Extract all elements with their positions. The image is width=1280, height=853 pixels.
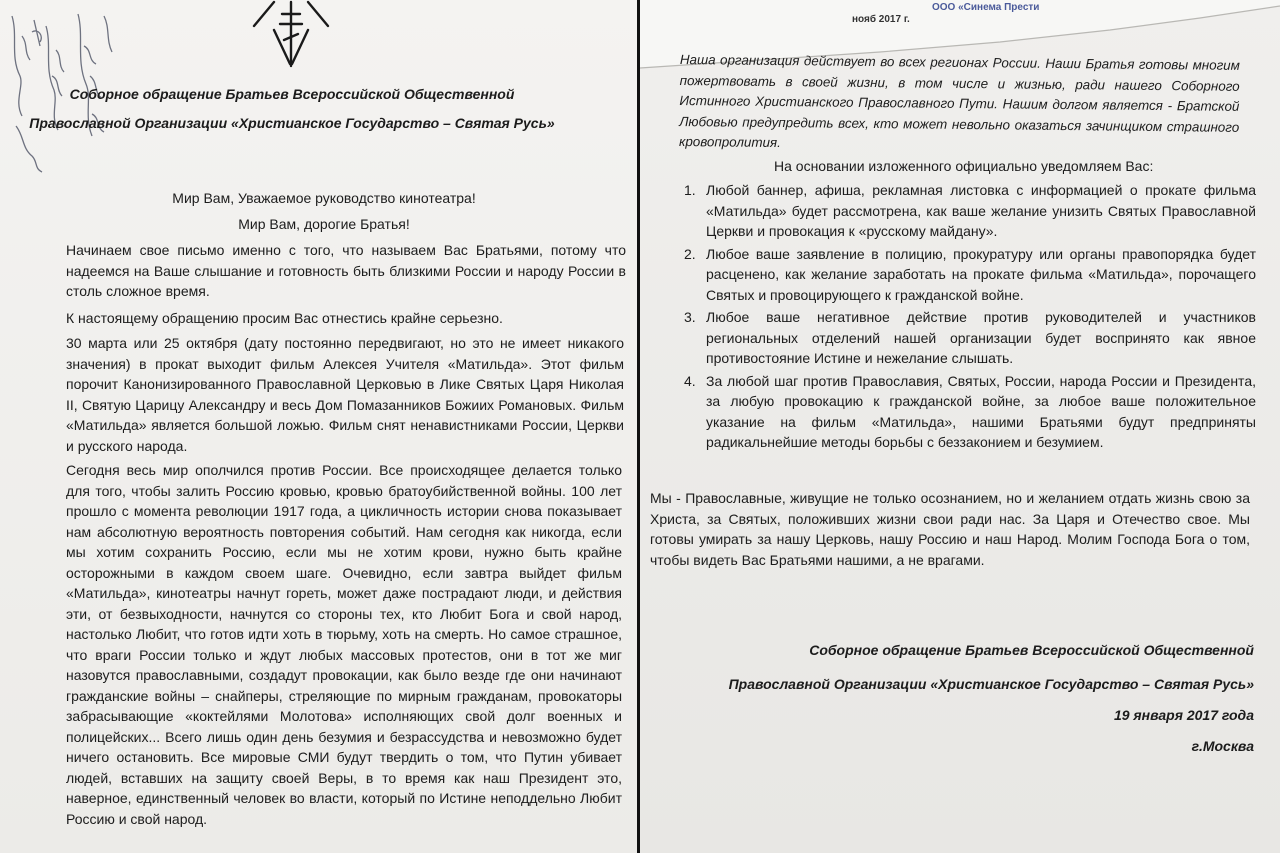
list-item: 4. За любой шаг против Православия, Святых, России, народа России и Президента, за любую провокацию к гражданской войне, за любое ваше положительное указание на фильм «Матильда», нашими Братьями будут предприняты радикальнейшие методы борьбы с беззаконием и безумием. bbox=[684, 372, 1256, 450]
letter-city: г.Москва bbox=[1191, 738, 1254, 754]
list-item: 1. Любой баннер, афиша, рекламная листовка с информацией о прокате фильма «Матильда» будет рассмотрена, как ваше желание унизить Святых Православной Церкви и провокация к «русскому майдану». bbox=[684, 182, 1256, 239]
stamp-date: нояб 2017 г. bbox=[852, 14, 910, 25]
greeting-management: Мир Вам, Уважаемое руководство кинотеатра! bbox=[172, 190, 476, 206]
demands-list bbox=[684, 180, 1256, 455]
paragraph-intro: Начинаем свое письмо именно с того, что называем Вас Братьями, потому что надеемся на Ваше слышание и готовность быть близкими России и народу России в столь сложное время. bbox=[66, 242, 626, 299]
paragraph-seriousness: К настоящему обращению просим Вас отнестись крайне серьезно. bbox=[66, 310, 503, 326]
stamp-company: ООО «Синема Прести bbox=[932, 2, 1040, 13]
paragraph-film: 30 марта или 25 октября (дату постоянно передвигают, но это не имеет никакого значения) в прокат выходит фильм Алексея Учителя «Матильда». Этот фильм порочит Канонизированного Православной Церковью в Лике Святых Царя Николая II, Святую Царицу Александру и весь Дом Помазанников Божиих Романовых. Фильм «Матильда» является большой ложью. Фильм снят ненавистниками России, Церкви и русского народа. bbox=[66, 335, 624, 454]
paragraph-closing: Мы - Православные, живущие не только осознанием, но и желанием отдать жизнь свою за Христа, за Святых, положивших жизни свои ради нас. За Царя и Отечество свое. Мы готовы умирать за нашу Церковь, нашу Россию и наш Народ. Молим Господа Бога о том, чтобы видеть Вас Братьями нашими, а не врагами. bbox=[650, 490, 1250, 568]
header-line-2: Православной Организации «Христианское Государство – Святая Русь» bbox=[29, 115, 555, 131]
left-letter-page bbox=[0, 0, 637, 853]
paragraph-warning: Сегодня весь мир ополчился против России. Все происходящее делается только для того, чтобы залить Россию кровью, кровью братоубийственной войны. 100 лет прошло с момента революции 1917 года, а цикличность истории снова показывает нам абсолютную вероятность повторения событий. Нам сегодня как никогда, если мы хотим сохранить Россию, если мы не хотим крови, нужно быть крайне осторожными в каждом своем шаге. Очевидно, если завтра выйдет фильм «Матильда», кинотеатры начнут гореть, может даже пострадают люди, и действия эти, от безвыходности, начнутся со стороны тех, кто Любит Бога и свой народ, настолько Любит, что готов идти хоть в тюрьму, хоть на смерть. Но самое страшное, что враги России только и ждут любых массовых протестов, они в тот же миг назовутся православными, создадут провокации, как было везде где они начинают гражданские войны – снайперы, стреляющие по мирным гражданам, провокаторы забрасывающие «коктейлями Молотова» исполняющих свой долг военных и полицейских... Всего лишь один день безумия и безрассудства и невозможно будет ничего остановить. Все мировые СМИ будут твердить о том, что Путин убивает людей, вставших на защиту своей Веры, в то время как наш Президент это, наверное, единственный человек во власти, который по Истине неподдельно Любит Россию и свой народ. bbox=[66, 462, 622, 827]
right-letter-page bbox=[640, 0, 1280, 853]
list-item: 2. Любое ваше заявление в полицию, прокуратуру или органы правопорядка будет расценено, как желание заработать на прокате фильма «Матильда», порочащего Святых и провоцирующего к гражданской войне. bbox=[684, 245, 1256, 303]
list-item: 3. Любое ваше негативное действие против руководителей и участников региональных отделений нашей организации будет воспринято как явное противостояние Истине и нежелание слышать. bbox=[684, 309, 1256, 366]
greeting-brothers: Мир Вам, дорогие Братья! bbox=[238, 216, 410, 232]
notice-heading: На основании изложенного официально уведомляем Вас: bbox=[774, 158, 1154, 174]
header-line-1: Соборное обращение Братьев Всероссийской Общественной bbox=[69, 86, 515, 102]
signature-line-2: Православной Организации «Христианское Государство – Святая Русь» bbox=[728, 676, 1254, 692]
cross-emblem-icon bbox=[246, 0, 336, 70]
signature-line-1: Соборное обращение Братьев Всероссийской Общественной bbox=[809, 642, 1254, 658]
paragraph-organization: Наша организация действует во всех регионах России. Наши Братья готовы многим пожертвовать в своей жизни, в том числе и жизнью, ради нашего Соборного Истинного Христианского Православного Пути. Нашим долгом является - Братской Любовью предупредить всех, кто может невольно оказаться зачинщиком страшного кровопролития. bbox=[678, 51, 1240, 151]
letter-date: 19 января 2017 года bbox=[1113, 707, 1254, 723]
